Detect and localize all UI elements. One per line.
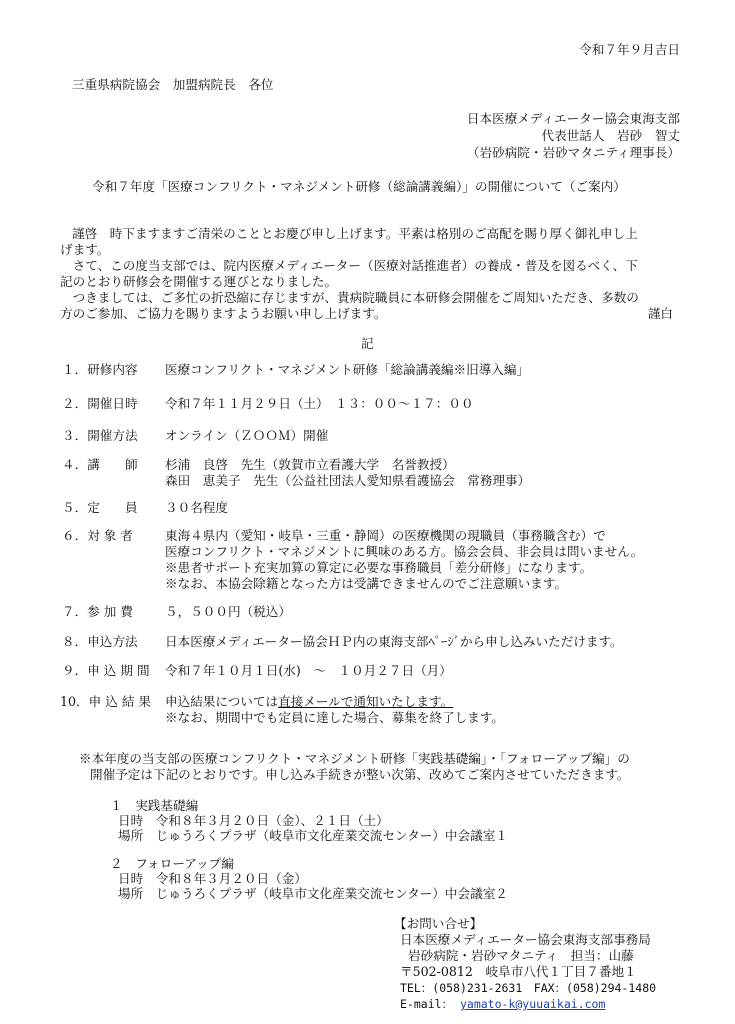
item-value: 医療コンフリクト・マネジメント研修「総論講義編※旧導入編」	[165, 362, 530, 377]
item-value: ３０名程度	[165, 500, 228, 515]
schedule-datetime-2: 日時 令和８年３月２０日（金）	[118, 871, 307, 886]
item-value: ５，５００円（税込）	[165, 604, 291, 619]
item-lecturer-2	[0, 472, 735, 490]
item-result-2	[0, 709, 735, 727]
item-value: 杉浦 良啓 先生（敦賀市立看護大学 名誉教授）	[165, 457, 455, 472]
sender-affiliation: （岩砂病院・岩砂マタニティ理事長）	[466, 145, 680, 160]
contact-tel-fax: TEL：(058)231-2631 FAX：(058)294-1480	[400, 981, 657, 995]
ki-marker: 記	[361, 336, 374, 351]
contact-org: 日本医療メディエーター協会東海支部事務局	[400, 932, 651, 947]
body-paragraph-3b: 方のご参加、ご協力を賜りますようお願い申し上げます。	[60, 306, 387, 321]
sender-org: 日本医療メディエーター協会東海支部	[466, 111, 680, 126]
item-content	[0, 361, 735, 379]
item-value: 医療コンフリクト・マネジメントに興味のある方。協会会員、非会員は問いません。	[165, 544, 644, 559]
item-label: ６．対 象 者	[62, 528, 133, 543]
item-value: 日本医療メディエーター協会ＨＰ内の東海支部ﾍﾟｰｼﾞから申し込みいただけます。	[165, 634, 623, 649]
item-label: ５．定 員	[62, 500, 138, 515]
addressee: 三重県病院協会 加盟病院長 各位	[72, 77, 274, 92]
item-fee	[0, 603, 735, 621]
item-apply-method	[0, 633, 735, 651]
note-line-1: ※本年度の当支部の医療コンフリクト・マネジメント研修「実践基礎編」・「フォローアップ編」の	[79, 751, 630, 766]
note-line-2: 開催予定は下記のとおりです。申し込み手続きが整い次第、改めてご案内させていただきます。	[90, 767, 630, 782]
schedule-heading-2: ２ フォローアップ編	[110, 856, 234, 871]
item-date	[0, 395, 735, 413]
schedule-datetime-1: 日時 令和８年３月２０日（金）、２１日（土）	[118, 813, 389, 828]
issue-date: 令和７年９月吉日	[579, 42, 680, 57]
contact-person: 岩砂病院・岩砂マタニティ 担当：山藤	[408, 948, 634, 963]
item-value: ※患者サポート充実加算の算定に必要な事務職員「差分研修」になります。	[165, 560, 593, 575]
schedule-place-2: 場所 じゅうろくプラザ（岐阜市文化産業交流センター）中会議室２	[118, 886, 508, 901]
item-label: ９．申 込 期 間	[62, 663, 150, 678]
schedule-heading-1: １ 実践基礎編	[110, 798, 199, 813]
schedule-place-1: 場所 じゅうろくプラザ（岐阜市文化産業交流センター）中会議室１	[118, 828, 508, 843]
item-method	[0, 427, 735, 445]
contact-address: 〒502-0812 岐阜市八代１丁目７番地１	[400, 964, 637, 979]
body-paragraph-3a: つきましては、ご多忙の折恐縮に存じますが、貴病院職員に本研修会開催をご周知いただき、多数の	[60, 290, 639, 305]
item-value: オンライン（ＺＯＯＭ）開催	[165, 428, 329, 443]
contact-heading: 【お問い合せ】	[394, 916, 483, 931]
item-label: ４．講 師	[62, 457, 138, 472]
body-paragraph-1a: 謹啓 時下ますますご清栄のこととお慶び申し上げます。平素は格別のご高配を賜り厚く御礼申し上	[72, 226, 638, 241]
body-paragraph-2b: 記のとおり研修会を開催する運びとなりました。	[60, 274, 338, 289]
item-label: ３．開催方法	[62, 428, 138, 443]
item-label: ７．参 加 費	[62, 604, 133, 619]
email-label: E-mail：	[400, 997, 454, 1011]
item-value: 令和７年１１月２９日（土） １３：００～１７：００	[165, 396, 474, 411]
body-paragraph-2a: さて、この度当支部では、院内医療メディエーター（医療対話推進者）の養成・普及を図るべく、下	[60, 258, 638, 273]
item-value: 森田 恵美子 先生（公益社団法人愛知県看護協会 常務理事）	[165, 473, 531, 488]
email-link[interactable]: yamato-k@yuuaikai.com	[459, 997, 606, 1011]
body-paragraph-1b: げます。	[60, 242, 110, 257]
item-label: 10．申 込 結 果	[60, 694, 152, 709]
result-text: 申込結果については	[165, 694, 279, 709]
closing-word: 謹白	[647, 306, 673, 321]
result-underlined-text: 直接メールで通知いたします。	[278, 694, 454, 709]
item-apply-period	[0, 662, 735, 680]
item-capacity	[0, 499, 735, 517]
contact-email-row	[400, 996, 605, 1012]
item-value: ※なお、期間中でも定員に達した場合、募集を終了します。	[165, 710, 505, 725]
item-target-4	[0, 575, 735, 593]
item-value: 令和７年１０月１日(水) ～ １０月２７日（月）	[165, 663, 452, 678]
item-value: ※なお、本協会除籍となった方は受講できませんのでご注意願います。	[165, 576, 567, 591]
document-title: 令和７年度「医療コンフリクト・マネジメント研修（総論講義編）」の開催について（ご案内）	[92, 179, 626, 194]
sender-representative: 代表世話人 岩砂 智丈	[541, 128, 680, 143]
item-label: １．研修内容	[62, 362, 138, 377]
item-value: 東海４県内（愛知・岐阜・三重・静岡）の医療機関の現職員（事務職含む）で	[165, 528, 606, 543]
item-label: ８．申込方法	[62, 634, 138, 649]
item-label: ２．開催日時	[62, 396, 138, 411]
